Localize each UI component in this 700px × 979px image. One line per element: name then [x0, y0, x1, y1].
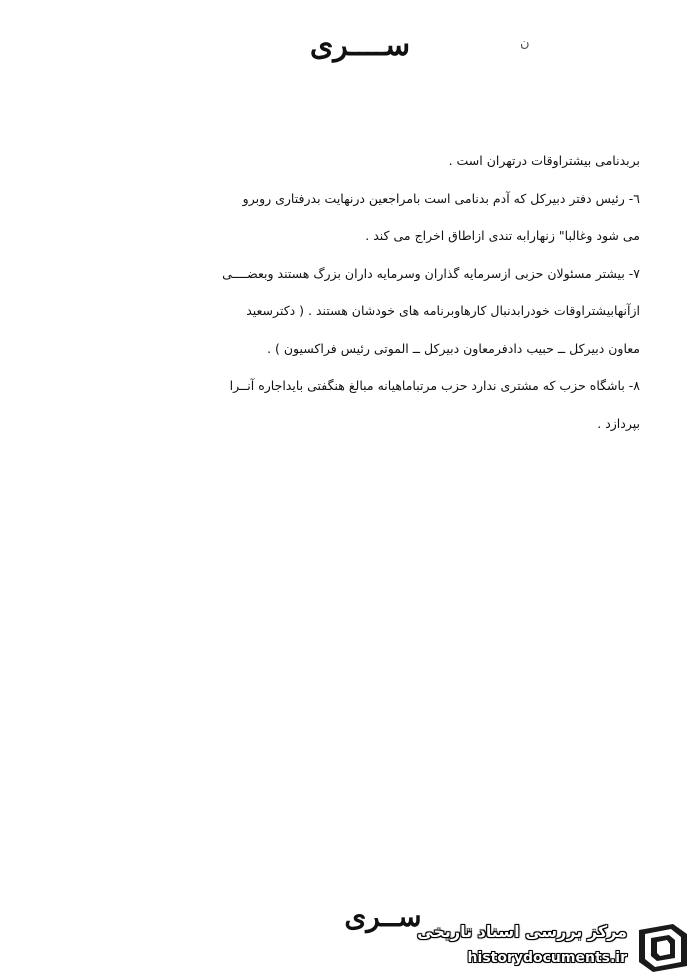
- archive-logo-icon: [633, 920, 691, 974]
- body-line: ازآنهابیشتراوقات خودرابدنبال کارهاوبرنامه های خودشان هستند . ( دکترسعید: [246, 303, 640, 318]
- body-line: ٧- بیشتر مسئولان حزبی ازسرمایه گذاران وسرمایه داران بزرگ هستند وبعضــــی: [222, 265, 640, 281]
- corner-annotation: ن: [520, 36, 530, 51]
- body-line: می شود وغالبا" زنهارابه تندی ازاطاق اخراج می کند .: [365, 228, 640, 243]
- watermark: [410, 918, 695, 976]
- body-line: بربدنامی بیشتراوقات درتهران است .: [448, 153, 640, 168]
- body-line: بپردازد .: [597, 415, 640, 431]
- watermark-title: مرکز بررسی اسناد تاریخی: [417, 922, 627, 941]
- classification-header: ســــری: [309, 28, 411, 63]
- watermark-url: historydocuments.ir: [467, 950, 627, 966]
- classification-footer: ســری: [344, 900, 422, 933]
- body-line: ٨- باشگاه حزب که مشتری ندارد حزب مرتباماهیانه مبالغ هنگفتی بایداجاره آنــرا: [229, 378, 640, 393]
- body-line: معاون دبیرکل ــ حبیب دادفرمعاون دبیرکل ــ الموتی رئیس فراکسیون ) .: [267, 340, 640, 356]
- document-body: [100, 142, 640, 442]
- body-line: ٦- رئیس دفتر دبیرکل که آدم بدنامی است بامراجعین درنهایت بدرفتاری روبرو: [242, 190, 640, 206]
